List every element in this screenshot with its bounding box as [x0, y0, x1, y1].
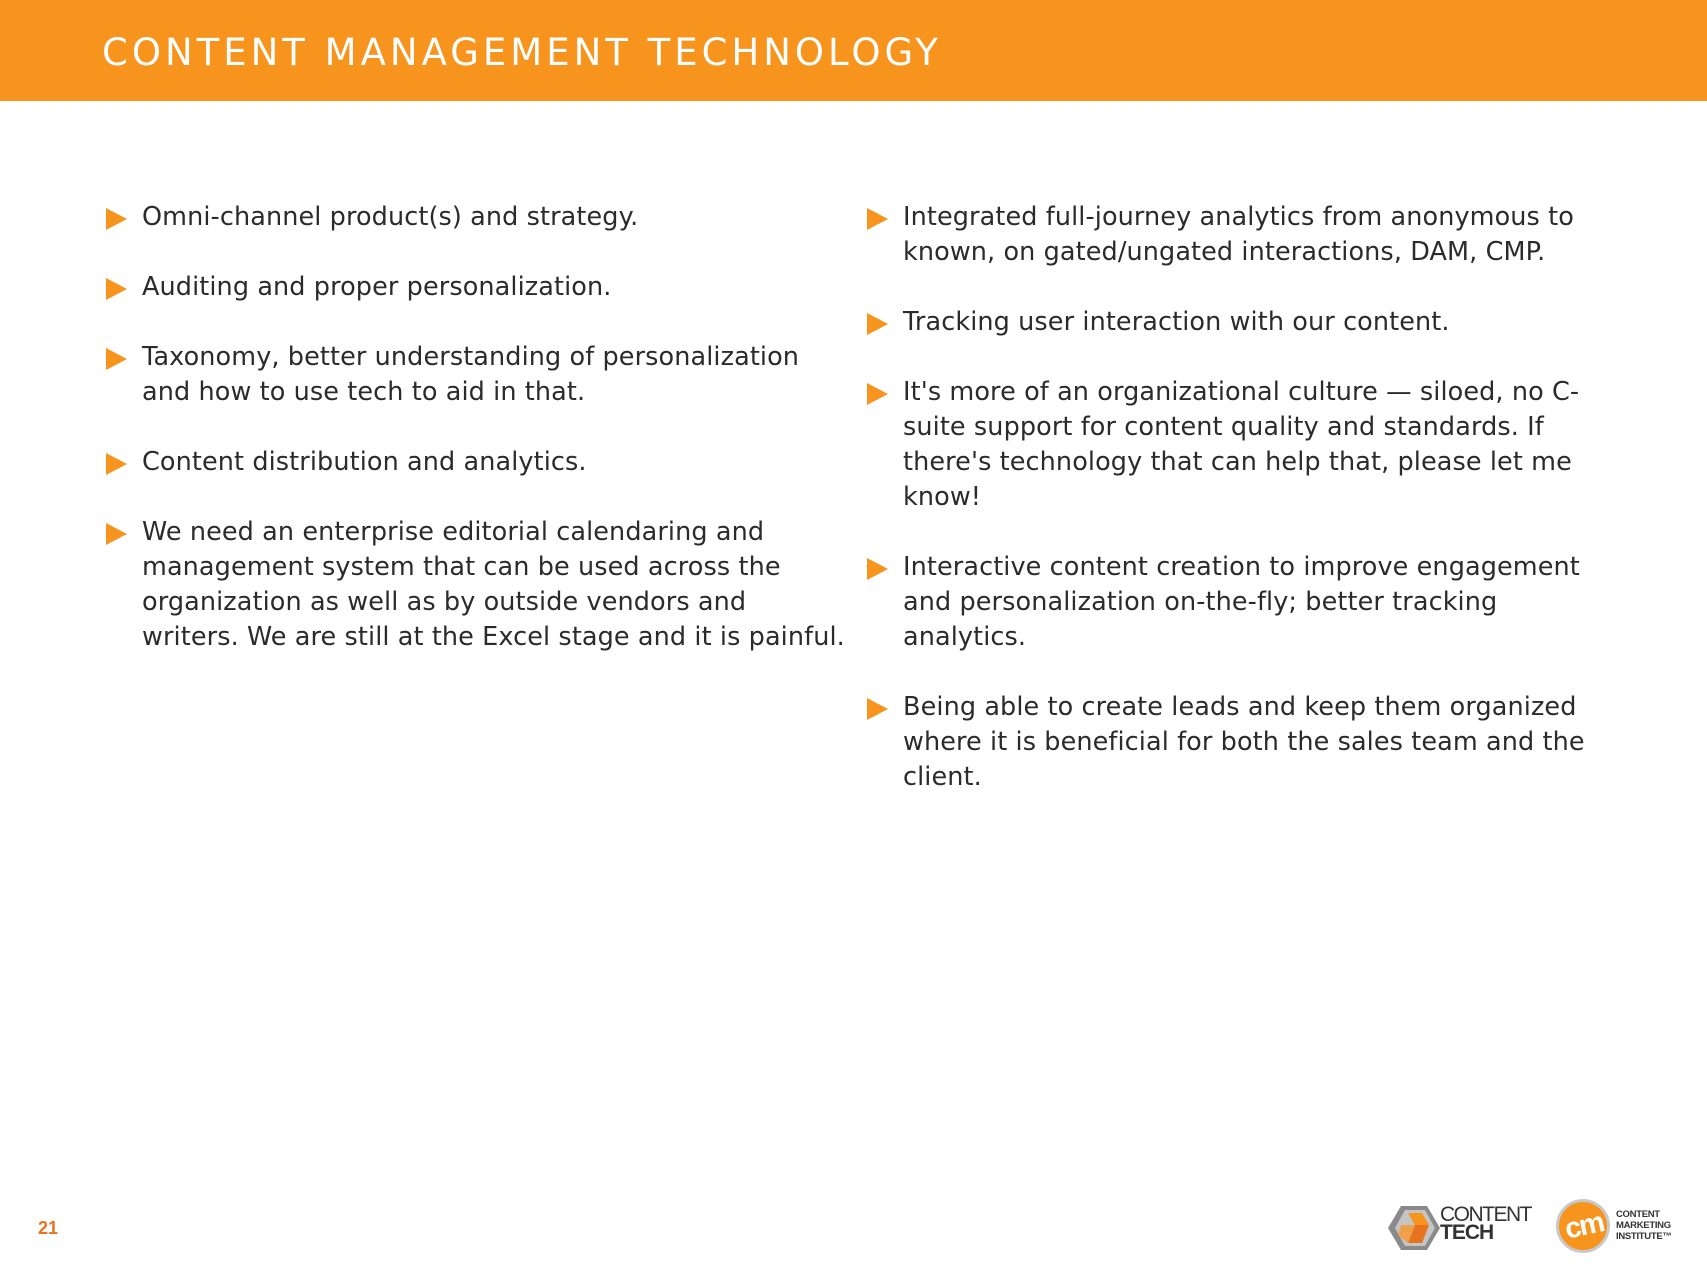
page-title: CONTENT MANAGEMENT TECHNOLOGY	[102, 31, 942, 74]
list-item-text: Tracking user interaction with our content.	[903, 307, 1450, 337]
triangle-bullet-icon	[106, 348, 127, 370]
list-item	[104, 515, 849, 655]
triangle-bullet-icon	[106, 523, 127, 545]
triangle-bullet-icon	[867, 313, 888, 335]
cmi-line-1: CONTENT	[1616, 1209, 1660, 1220]
list-item	[104, 445, 849, 480]
list-item-text: Integrated full-journey analytics from anonymous to known, on gated/ungated interactions, DAM, CMP.	[903, 202, 1574, 267]
logo-tech-text: TECH	[1440, 1221, 1494, 1244]
cmi-logo	[1556, 1199, 1676, 1257]
list-item-text: We need an enterprise editorial calendaring and management system that can be used across the organization as well as by outside vendors and writers. We are still at the Excel stage and it is painful.	[142, 517, 845, 652]
cmi-mark: cm	[1562, 1206, 1606, 1246]
list-item	[865, 305, 1610, 340]
triangle-bullet-icon	[867, 698, 888, 720]
cmi-line-3: INSTITUTE™	[1616, 1231, 1672, 1242]
list-item-text: Interactive content creation to improve engagement and personalization on-the-fly; better tracking analytics.	[903, 552, 1580, 652]
right-column	[865, 200, 1610, 830]
left-column	[104, 200, 849, 690]
cmi-circle-icon	[1556, 1199, 1610, 1253]
triangle-bullet-icon	[106, 278, 127, 300]
list-item	[104, 200, 849, 235]
list-item-text: Being able to create leads and keep them organized where it is beneficial for both the sales team and the client.	[903, 692, 1585, 792]
hexagon-logo-icon	[1388, 1204, 1440, 1257]
triangle-bullet-icon	[106, 208, 127, 230]
list-item-text: Content distribution and analytics.	[142, 447, 587, 477]
triangle-bullet-icon	[106, 453, 127, 475]
logo-content-text: CONTENT	[1440, 1203, 1531, 1226]
list-item	[865, 550, 1610, 655]
cmi-line-2: MARKETING	[1616, 1220, 1671, 1231]
list-item	[104, 340, 849, 410]
triangle-bullet-icon	[867, 383, 888, 405]
content-tech-logo	[1388, 1202, 1536, 1254]
list-item	[865, 690, 1610, 795]
list-item-text: It's more of an organizational culture — siloed, no C-suite support for content quality and standards. If there's technology that can help that, please let me know!	[903, 377, 1580, 512]
list-item-text: Auditing and proper personalization.	[142, 272, 612, 302]
triangle-bullet-icon	[867, 558, 888, 580]
list-item	[865, 375, 1610, 515]
list-item	[865, 200, 1610, 270]
header-bar	[0, 0, 1707, 101]
triangle-bullet-icon	[867, 208, 888, 230]
cmi-wordmark	[1616, 1209, 1672, 1242]
list-item-text: Taxonomy, better understanding of personalization and how to use tech to aid in that.	[142, 342, 800, 407]
list-item	[104, 270, 849, 305]
page-number: 21	[38, 1218, 59, 1238]
list-item-text: Omni-channel product(s) and strategy.	[142, 202, 639, 232]
